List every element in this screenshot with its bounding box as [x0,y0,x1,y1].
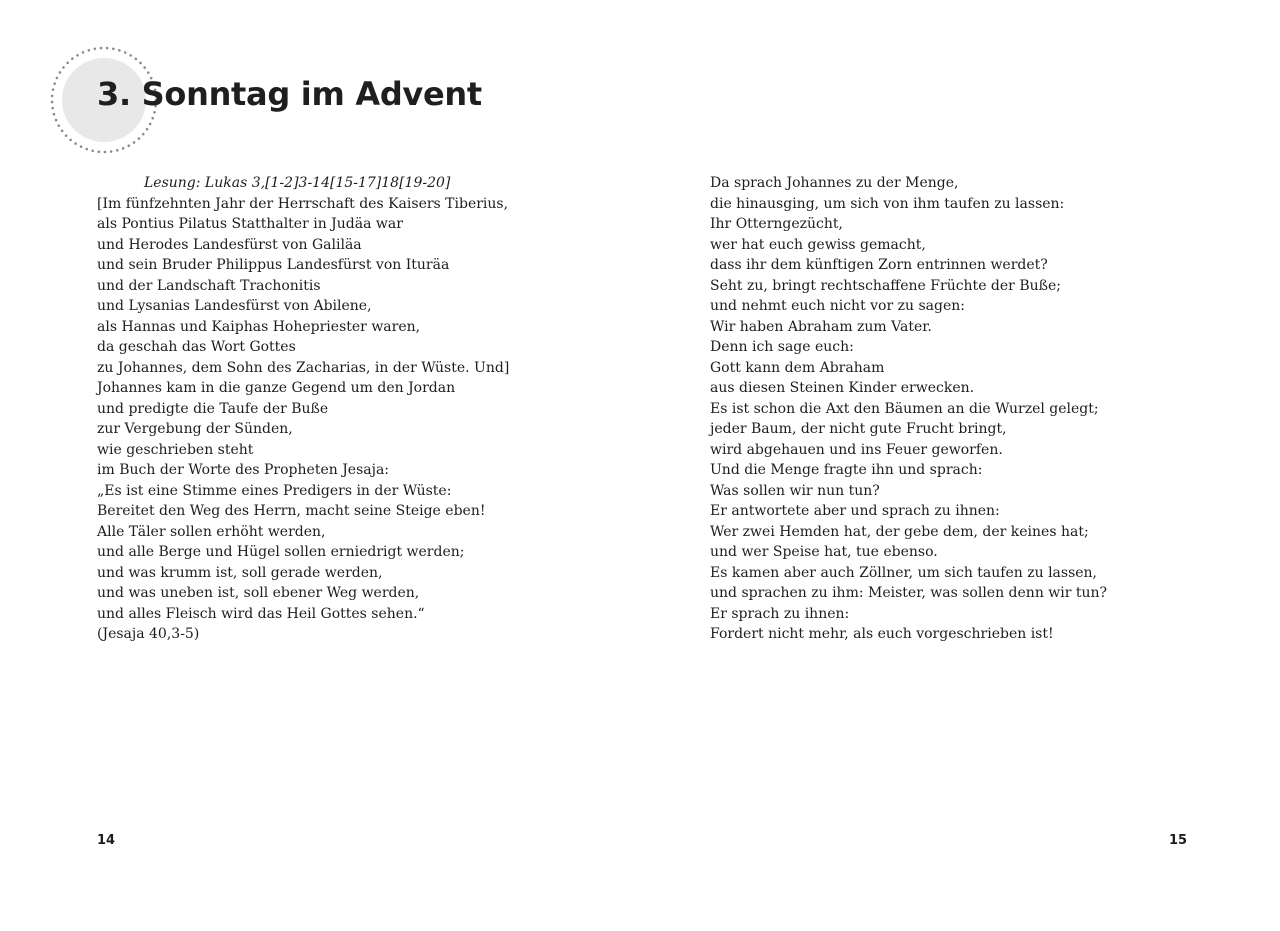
page-number-left: 14 [97,833,116,848]
text-line: Es kamen aber auch Zöllner, um sich taufen zu lassen, [710,564,1098,581]
text-line: Er antwortete aber und sprach zu ihnen: [710,503,1000,519]
text-line: und alle Berge und Hügel sollen erniedrigt werden; [97,544,465,560]
text-line: und Lysanias Landesfürst von Abilene, [97,298,372,314]
text-line: zu Johannes, dem Sohn des Zacharias, in der Wüste. Und] [97,359,510,376]
scripture-reference: (Jesaja 40,3-5) [97,626,200,642]
text-line: Es ist schon die Axt den Bäumen an die Wurzel gelegt; [710,400,1099,417]
text-line: Alle Täler sollen erhöht werden, [97,523,326,540]
text-line: Fordert nicht mehr, als euch vorgeschrieben ist! [710,626,1054,642]
text-line: „Es ist eine Stimme eines Predigers in der Wüste: [97,482,452,499]
text-line: Gott kann dem Abraham [710,359,885,376]
right-column [710,173,1210,645]
text-line: als Hannas und Kaiphas Hohepriester waren, [97,318,421,335]
text-line: Wir haben Abraham zum Vater. [710,318,932,335]
text-line: wer hat euch gewiss gemacht, [710,236,926,253]
text-line: Seht zu, bringt rechtschaffene Früchte der Buße; [710,277,1061,294]
text-line: die hinausging, um sich von ihm taufen zu lassen: [710,195,1065,212]
text-line: aus diesen Steinen Kinder erwecken. [710,380,975,396]
text-line: wird abgehauen und ins Feuer geworfen. [710,441,1003,458]
text-line: und was krumm ist, soll gerade werden, [97,564,383,581]
text-line: Ihr Otterngezücht, [710,216,843,232]
reading-heading: Lesung: Lukas 3,[1-2]3-14[15-17]18[19-20] [144,175,451,191]
page-title: 3. Sonntag im Advent [97,75,482,113]
page-number-right: 15 [1169,833,1188,848]
text-line: und Herodes Landesfürst von Galiläa [97,236,362,253]
text-line: und der Landschaft Trachonitis [97,277,321,294]
text-line: Und die Menge fragte ihn und sprach: [710,462,983,478]
text-line: Johannes kam in die ganze Gegend um den Jordan [97,380,456,396]
text-line: wie geschrieben steht [97,441,254,458]
text-line: Wer zwei Hemden hat, der gebe dem, der keines hat; [710,523,1089,540]
text-line: Er sprach zu ihnen: [710,605,850,622]
text-line: Denn ich sage euch: [710,339,854,355]
text-line: und was uneben ist, soll ebener Weg werden, [97,585,420,601]
text-line: und alles Fleisch wird das Heil Gottes sehen.“ [97,605,425,622]
text-line: und sprachen zu ihm: Meister, was sollen denn wir tun? [710,585,1108,601]
text-line: [Im fünfzehnten Jahr der Herrschaft des Kaisers Tiberius, [97,195,509,212]
text-line: als Pontius Pilatus Statthalter in Judäa war [97,216,403,232]
left-column [97,173,597,645]
text-line: jeder Baum, der nicht gute Frucht bringt, [710,421,1007,437]
text-line: dass ihr dem künftigen Zorn entrinnen werdet? [710,257,1048,273]
text-line: und wer Speise hat, tue ebenso. [710,544,938,560]
text-line: Da sprach Johannes zu der Menge, [710,175,959,191]
text-line: und nehmt euch nicht vor zu sagen: [710,298,965,314]
text-line: im Buch der Worte des Propheten Jesaja: [97,462,390,478]
text-line: da geschah das Wort Gottes [97,339,296,355]
text-line: und predigte die Taufe der Buße [97,400,329,417]
text-line: Bereitet den Weg des Herrn, macht seine Steige eben! [97,503,486,519]
text-line: und sein Bruder Philippus Landesfürst von Ituräa [97,257,450,273]
text-line: zur Vergebung der Sünden, [97,421,293,437]
text-line: Was sollen wir nun tun? [710,482,880,499]
